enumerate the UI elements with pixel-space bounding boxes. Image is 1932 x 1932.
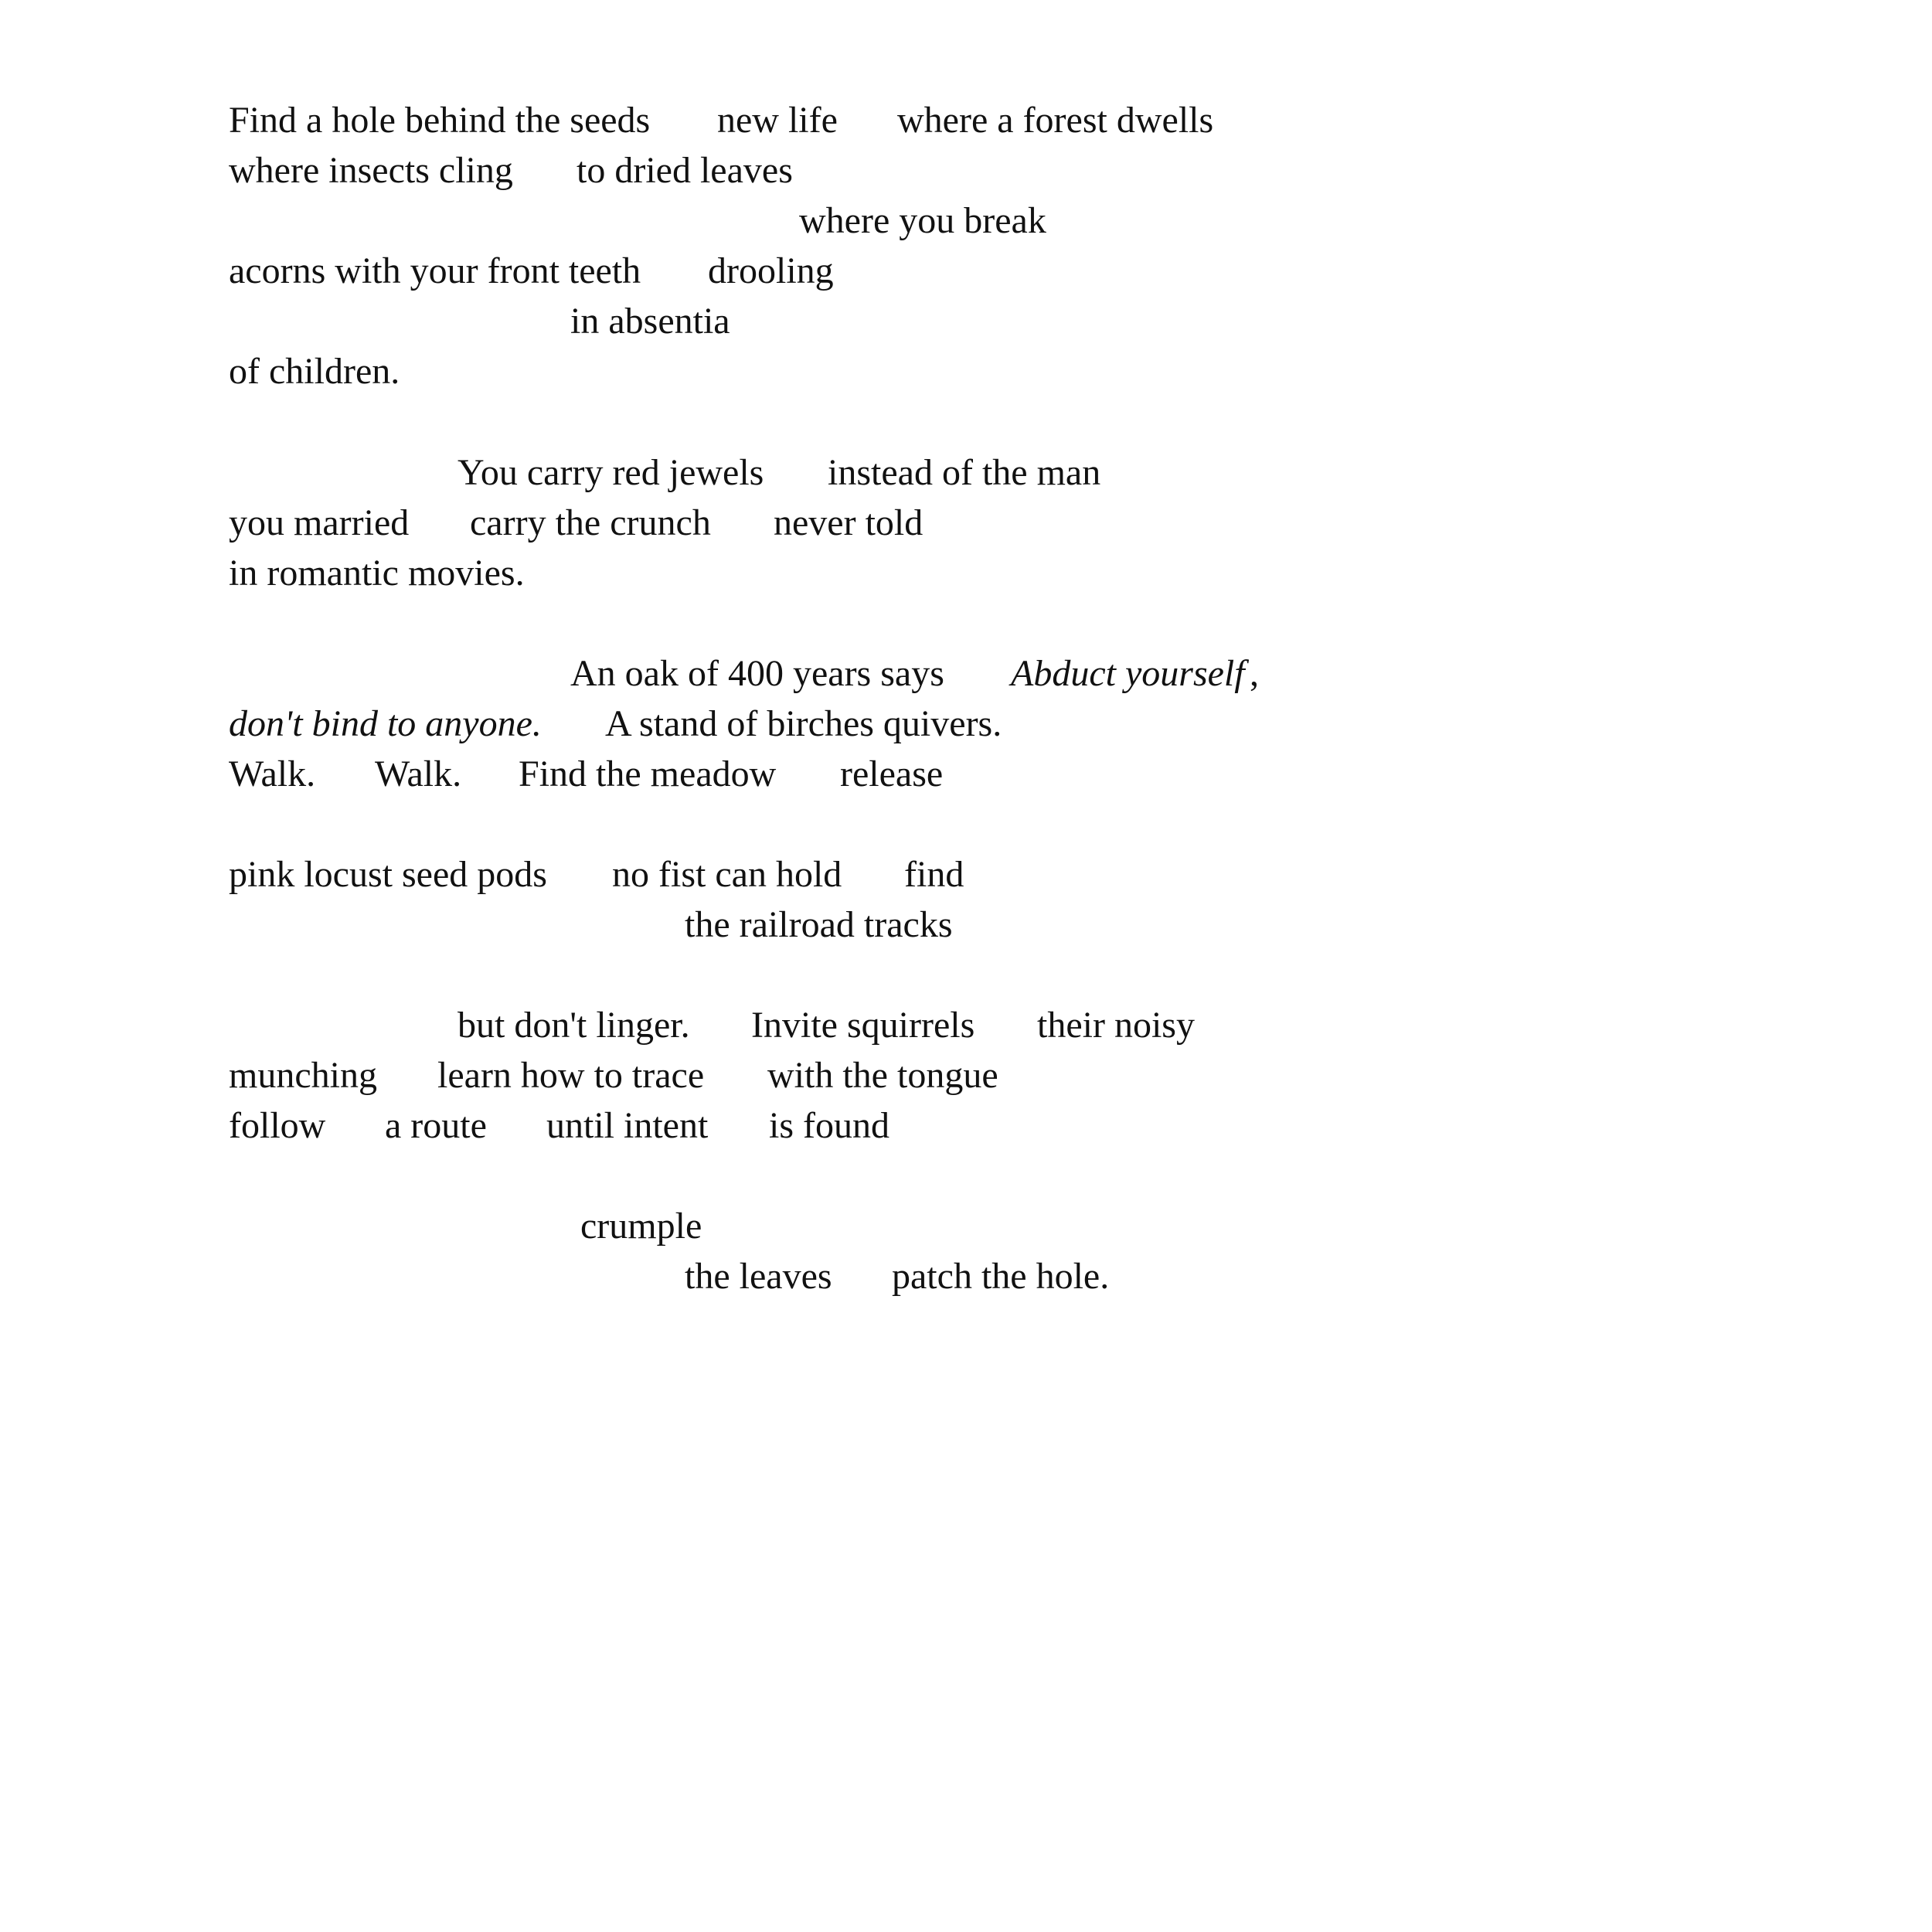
poem-phrase: is found — [769, 1105, 889, 1146]
poem-phrase: acorns with your front teeth — [229, 250, 641, 291]
poem-phrase: the leaves — [685, 1256, 832, 1297]
poem-phrase: drooling — [708, 250, 834, 291]
poem-phrase: you married — [229, 502, 410, 543]
poem-phrase: follow — [229, 1105, 326, 1146]
poem-phrase: Walk. — [375, 753, 462, 794]
poem-phrase: to dried leaves — [577, 150, 793, 191]
poem-phrase-italic: don't bind to anyone. — [229, 703, 542, 744]
poem-phrase: no fist can hold — [612, 854, 842, 895]
poem-phrase: patch the hole. — [892, 1256, 1110, 1297]
poem-line — [0, 1255, 1110, 1428]
poem-phrase: never told — [774, 502, 923, 543]
poem-phrase: release — [840, 753, 944, 794]
poem-phrase: their noisy — [1037, 1005, 1195, 1046]
poem-phrase: new life — [717, 100, 838, 141]
poem-phrase-italic: Abduct yourself — [1011, 653, 1245, 694]
poem-phrase: A stand of birches quivers. — [605, 703, 1002, 744]
poem-phrase: munching — [229, 1055, 377, 1096]
poem-phrase: learn how to trace — [437, 1055, 705, 1096]
poem-phrase: until intent — [546, 1105, 709, 1146]
poem-phrase: a route — [385, 1105, 487, 1146]
poem-phrase: carry the crunch — [470, 502, 711, 543]
poem-phrase: the railroad tracks — [685, 904, 953, 945]
poem-phrase: of children. — [229, 351, 400, 392]
poem-phrase: pink locust seed pods — [229, 854, 547, 895]
poem-phrase: Walk. — [229, 753, 316, 794]
poem-phrase: but don't linger. — [457, 1005, 690, 1046]
poem-phrase: in absentia — [570, 301, 730, 342]
poem-phrase: Find the meadow — [519, 753, 777, 794]
poem-phrase: crumple — [580, 1206, 702, 1247]
poem-phrase: instead of the man — [828, 452, 1101, 493]
poem-phrase: with the tongue — [767, 1055, 998, 1096]
poem-phrase: You carry red jewels — [457, 452, 764, 493]
poem-phrase: where a forest dwells — [897, 100, 1214, 141]
poem-phrase: An oak of 400 years says — [570, 653, 944, 694]
poem-phrase: where you break — [799, 200, 1046, 241]
poem-phrase: find — [904, 854, 964, 895]
poem-phrase: in romantic movies. — [229, 553, 525, 594]
poem-phrase: Find a hole behind the seeds — [229, 100, 651, 141]
poem-phrase: where insects cling — [229, 150, 513, 191]
poem-phrase: Invite squirrels — [751, 1005, 975, 1046]
poem-punctuation: , — [1250, 653, 1259, 694]
